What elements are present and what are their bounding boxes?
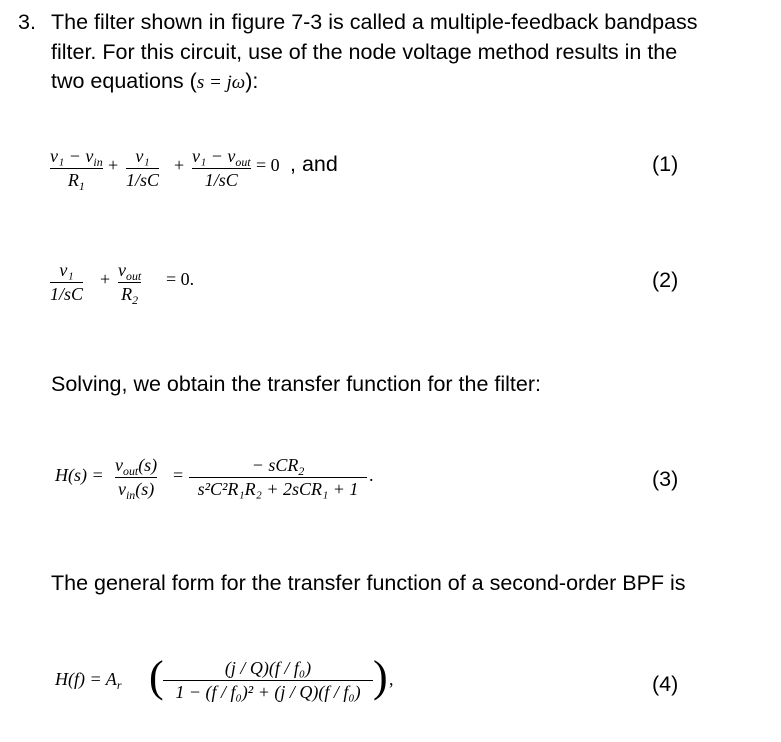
problem-line-3: two equations (s = jω):	[51, 69, 259, 93]
equation-2: v₁ 1/sC + vout R2 = 0.	[50, 260, 195, 307]
eq2-term-1: v₁ 1/sC	[50, 260, 84, 304]
problem-number: 3.	[18, 10, 36, 34]
eq1-term-1: v₁ − vin R1	[50, 146, 103, 193]
eq2-term-2: vout R2	[118, 260, 142, 307]
general-form-text: The general form for the transfer function of a second-order BPF is	[51, 571, 686, 595]
equation-number-1: (1)	[652, 152, 679, 176]
eq1-term-2: v₁ 1/sC	[126, 146, 160, 190]
eq3-fraction-1: vout(s) vin(s)	[115, 455, 158, 502]
equation-1: v₁ − vin R1 + v₁ 1/sC + v₁ − vout 1/sC = 0	[50, 146, 280, 193]
equation-4: H(f) = Ar ( (j / Q)(f / f₀) 1 − (f / f₀)² + (j / Q)(f / f₀) ) ,	[55, 652, 394, 702]
eq1-trailing-text: , and	[290, 152, 338, 176]
equation-number-2: (2)	[652, 268, 679, 292]
equation-number-3: (3)	[652, 467, 679, 491]
problem-line-1: The filter shown in figure 7-3 is called a multiple-feedback bandpass	[51, 10, 698, 34]
problem-line-2: filter. For this circuit, use of the node voltage method results in the	[51, 40, 678, 64]
eq3-fraction-2: − sCR2 s²C²R₁R₂ + 2sCR₁ + 1	[189, 455, 367, 500]
equation-3: H(s) = vout(s) vin(s) = − sCR2 s²C²R₁R₂ + 2sCR₁ + 1 .	[55, 455, 374, 502]
eq1-term-3: v₁ − vout 1/sC	[192, 146, 251, 190]
equation-number-4: (4)	[652, 672, 679, 696]
eq4-fraction: (j / Q)(f / f₀) 1 − (f / f₀)² + (j / Q)(f / f₀)	[163, 658, 373, 703]
solving-text: Solving, we obtain the transfer function for the filter:	[51, 372, 541, 396]
